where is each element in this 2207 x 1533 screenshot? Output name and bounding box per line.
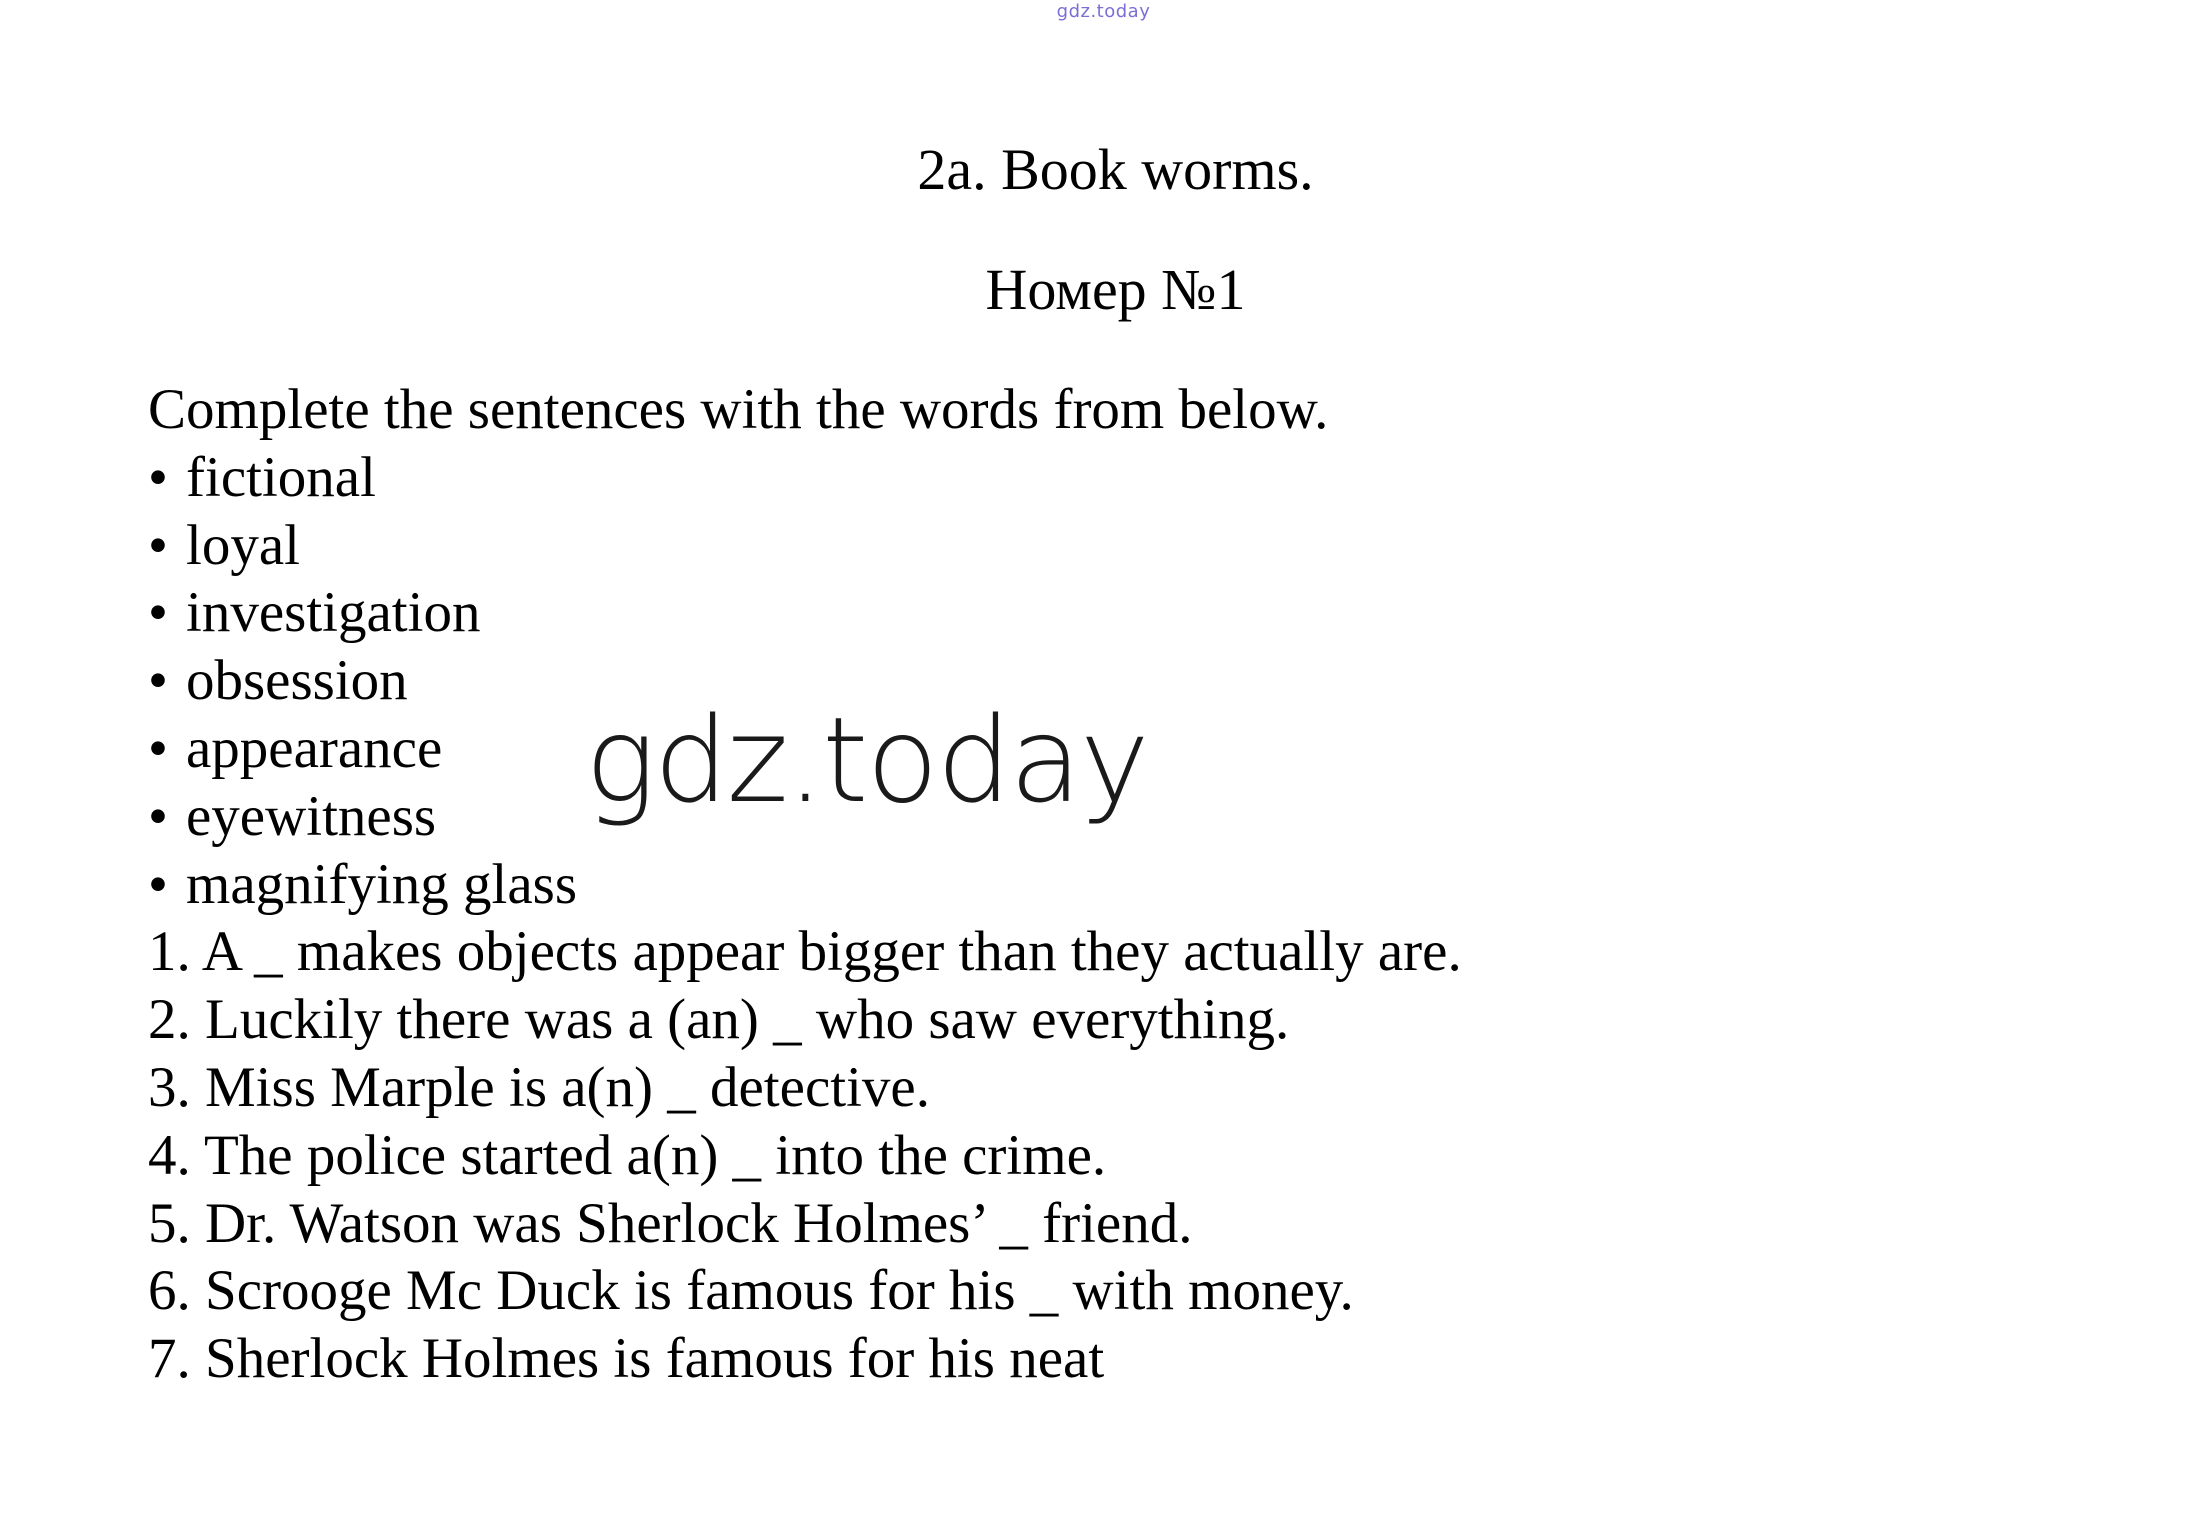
bullet-icon: •	[148, 445, 168, 509]
sentence-item: 6. Scrooge Mc Duck is famous for his _ with money.	[148, 1259, 1354, 1323]
word-item	[148, 444, 1462, 512]
sentence-item: 1. A _ makes objects appear bigger than they actually are.	[148, 920, 1462, 984]
instruction-text: Complete the sentences with the words from below.	[148, 378, 1329, 441]
center-watermark: gdz.today	[585, 691, 1148, 829]
exercise-content	[148, 376, 1462, 1393]
sentence-item: 4. The police started a(n) _ into the crime.	[148, 1123, 1107, 1187]
word-label: magnifying glass	[186, 852, 578, 916]
sentence-item: 7. Sherlock Holmes is famous for his neat	[148, 1327, 1105, 1391]
bullet-icon: •	[148, 784, 168, 848]
word-item	[148, 579, 1462, 647]
bullet-icon: •	[148, 513, 168, 577]
exercise-number: Номер №1	[985, 257, 1246, 322]
word-label: appearance	[186, 716, 443, 780]
bullet-icon: •	[148, 581, 168, 645]
sentence-item: 2. Luckily there was a (an) _ who saw everything.	[148, 988, 1290, 1052]
sentence-list	[148, 918, 1462, 1393]
word-label: investigation	[186, 581, 481, 645]
bullet-icon: •	[148, 716, 168, 780]
top-watermark: gdz.today	[1056, 1, 1151, 22]
word-label: fictional	[186, 445, 376, 509]
word-item	[148, 851, 1462, 919]
sentence-item: 5. Dr. Watson was Sherlock Holmes’ _ friend.	[148, 1191, 1193, 1255]
word-list	[148, 444, 1462, 919]
word-label: eyewitness	[186, 784, 437, 848]
word-item	[148, 512, 1462, 580]
sentence-item: 3. Miss Marple is a(n) _ detective.	[148, 1055, 930, 1119]
bullet-icon: •	[148, 649, 168, 713]
word-label: obsession	[186, 649, 408, 713]
word-label: loyal	[186, 513, 300, 577]
bullet-icon: •	[148, 852, 168, 916]
page-title: 2a. Book worms.	[917, 137, 1314, 202]
